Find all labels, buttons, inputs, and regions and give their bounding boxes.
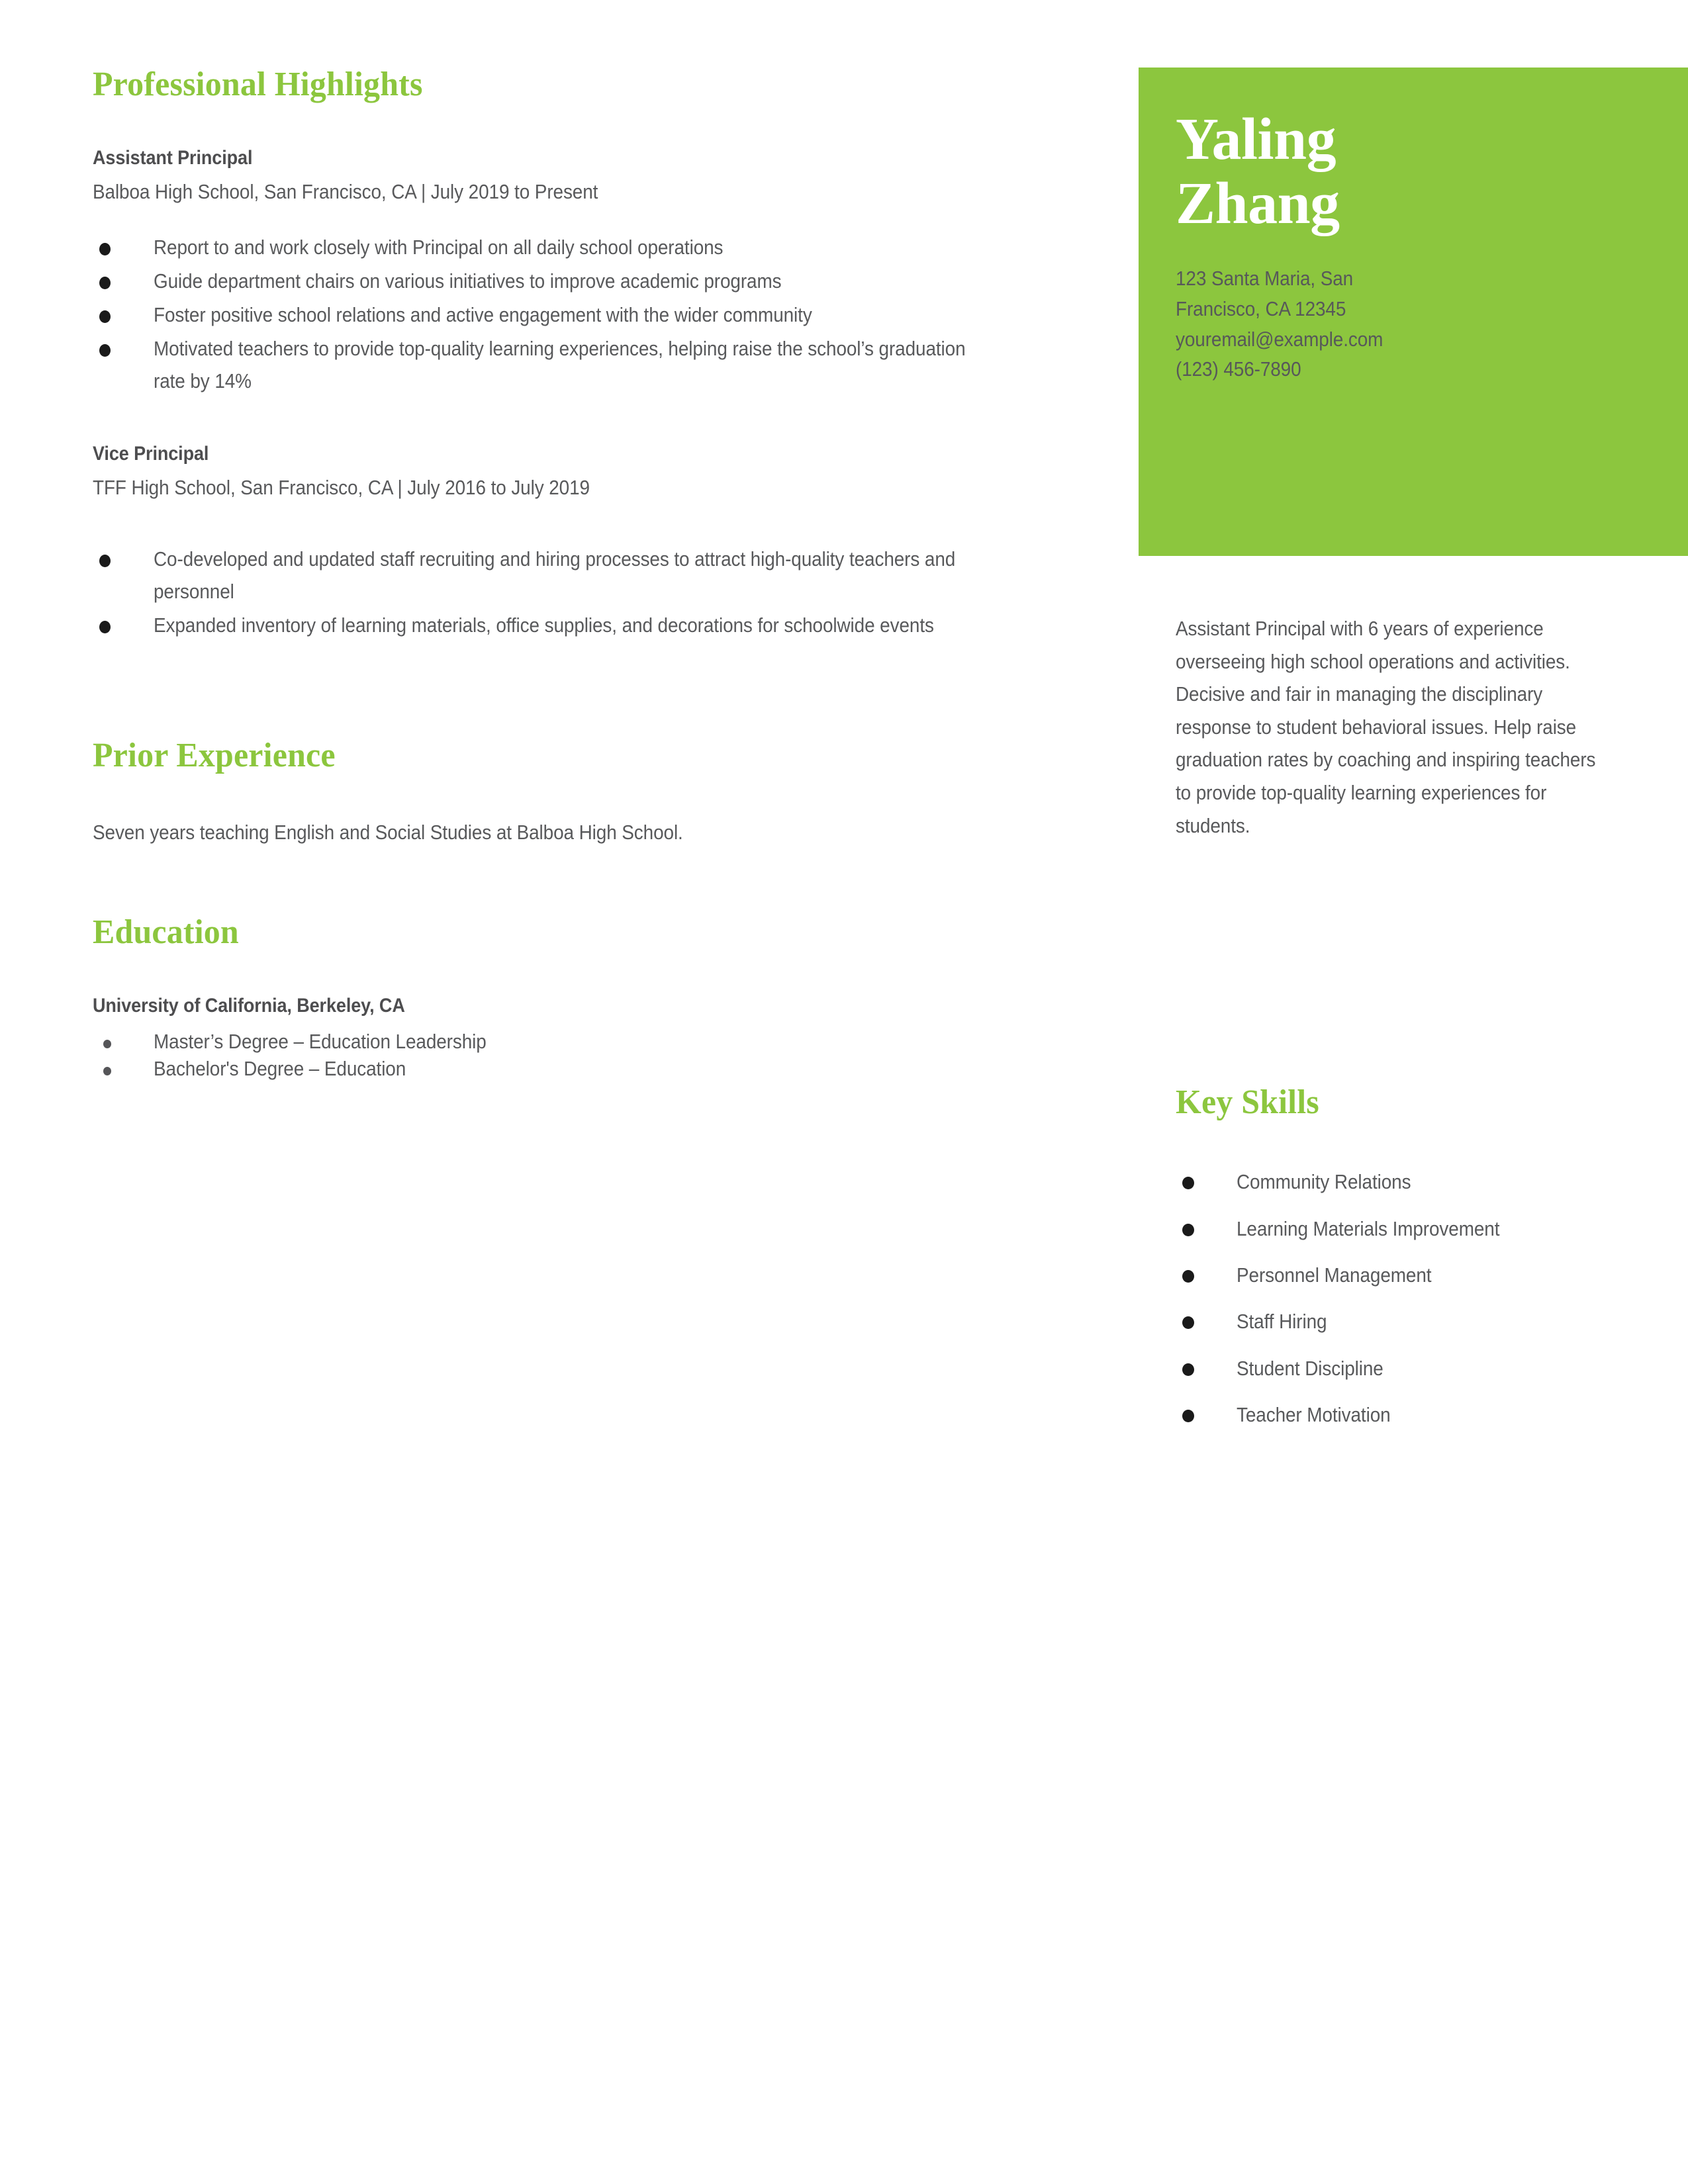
experience-entry-vice-principal (93, 443, 1079, 642)
section-heading-professional-highlights: Professional Highlights (93, 66, 423, 103)
list-item (93, 1055, 1079, 1082)
experience-entry-assistant-principal (93, 147, 1079, 398)
education-degree-list (93, 1028, 1079, 1082)
professional-summary-block (1139, 612, 1615, 842)
key-skills-list (1176, 1166, 1688, 1431)
section-heading-key-skills: Key Skills (1176, 1083, 1319, 1121)
last-name: Zhang (1176, 171, 1340, 237)
left-column (93, 66, 1079, 1083)
professional-summary-text: Assistant Principal with 6 years of experience overseeing high school operations and activities. Decisive and fair in managing the disciplinary response to student behavioral issues. Help raise graduation rates by coaching and inspiring teachers to provide top-quality learning experiences for students. (1176, 617, 1596, 837)
education-school-name: University of California, Berkeley, CA (93, 995, 405, 1017)
name-header-block (1139, 68, 1688, 556)
contact-email[interactable]: youremail@example.com (1176, 327, 1383, 351)
list-item (93, 299, 1079, 332)
job-meta: Balboa High School, San Francisco, CA | July 2019 to Present (93, 180, 598, 204)
list-item (93, 333, 1079, 398)
degree-text: Bachelor's Degree – Education (154, 1057, 406, 1081)
bullet-text: Motivated teachers to provide top-quality learning experiences, helping raise the school’s graduation rate by 14% (154, 337, 966, 393)
section-heading-education: Education (93, 913, 239, 951)
job-title: Assistant Principal (93, 147, 253, 169)
prior-experience-text: Seven years teaching English and Social Studies at Balboa High School. (93, 821, 683, 844)
list-item (1176, 1399, 1688, 1431)
list-item (1176, 1353, 1688, 1385)
degree-text: Master’s Degree – Education Leadership (154, 1030, 487, 1054)
contact-phone[interactable]: (123) 456-7890 (1176, 357, 1301, 381)
skill-text: Teacher Motivation (1237, 1402, 1391, 1426)
section-heading-prior-experience: Prior Experience (93, 736, 336, 774)
skill-text: Personnel Management (1237, 1263, 1432, 1287)
list-item (1176, 1259, 1688, 1291)
bullet-text: Foster positive school relations and active engagement with the wider community (154, 303, 812, 327)
skill-text: Student Discipline (1237, 1356, 1383, 1380)
list-item (1176, 1166, 1688, 1198)
bullet-text: Expanded inventory of learning materials, office supplies, and decorations for schoolwide events (154, 613, 934, 637)
list-item (93, 265, 1079, 298)
job-meta: TFF High School, San Francisco, CA | July 2016 to July 2019 (93, 476, 590, 499)
job-bullet-list (93, 232, 1079, 398)
contact-address-line-2: Francisco, CA 12345 (1176, 296, 1346, 320)
list-item (93, 232, 1079, 264)
first-name: Yaling (1176, 107, 1336, 172)
skill-text: Staff Hiring (1237, 1310, 1327, 1334)
right-column (1139, 0, 1688, 2184)
job-bullet-list (93, 543, 1079, 642)
contact-address-line-1: 123 Santa Maria, San (1176, 267, 1354, 291)
skill-text: Learning Materials Improvement (1237, 1216, 1500, 1240)
contact-info (1176, 263, 1651, 384)
page-title (1176, 107, 1651, 236)
bullet-text: Report to and work closely with Principal on all daily school operations (154, 236, 724, 259)
bullet-text: Co-developed and updated staff recruiting and hiring processes to attract high-quality teachers and personnel (154, 547, 956, 603)
list-item (93, 543, 1079, 608)
list-item (93, 610, 1079, 642)
bullet-text: Guide department chairs on various initiatives to improve academic programs (154, 269, 782, 293)
skill-text: Community Relations (1237, 1170, 1411, 1194)
list-item (1176, 1306, 1688, 1338)
list-item (93, 1028, 1079, 1055)
key-skills-block (1139, 1084, 1688, 1445)
job-title: Vice Principal (93, 443, 209, 465)
list-item (1176, 1213, 1688, 1245)
